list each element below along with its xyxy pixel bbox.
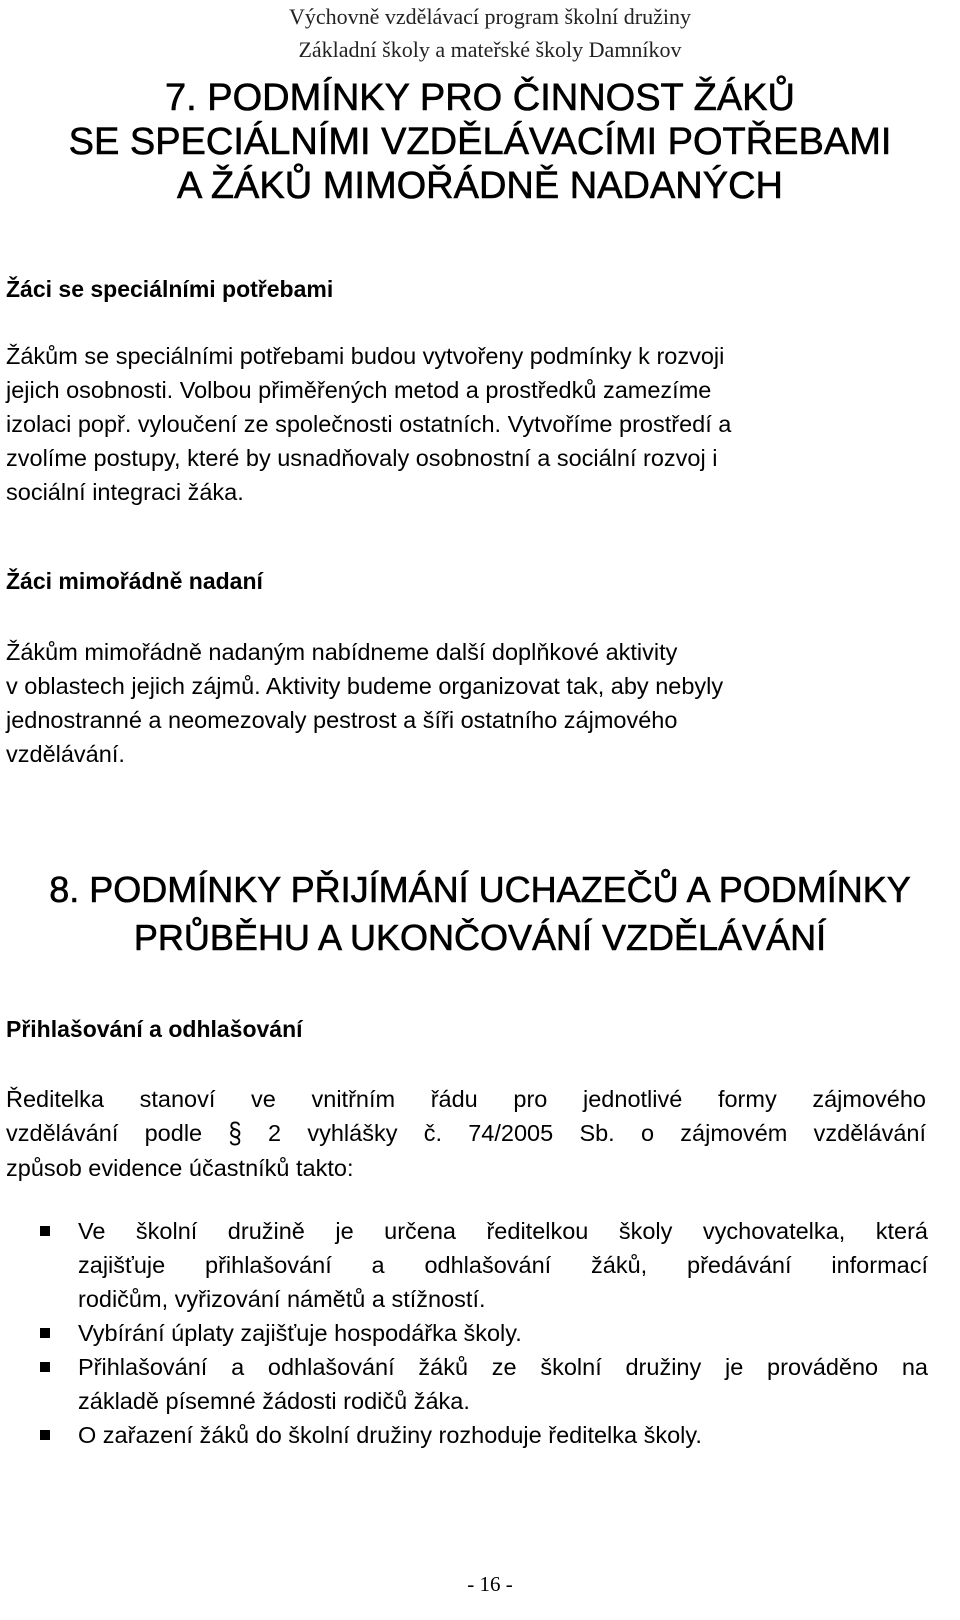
chapter-8-title-line: 8. PODMÍNKY PŘIJÍMÁNÍ UCHAZEČŮ A PODMÍNKY xyxy=(49,869,911,910)
paragraph-line: Žákům mimořádně nadaným nabídneme další doplňkové aktivity xyxy=(6,639,678,665)
list-item-line: Ve školní družině je určena ředitelkou školy vychovatelka, která xyxy=(78,1218,928,1244)
list-item-line: Vybírání úplaty zajišťuje hospodářka školy. xyxy=(78,1320,522,1346)
chapter-8-title xyxy=(0,866,960,962)
registration-heading: Přihlašování a odhlašování xyxy=(6,1016,303,1042)
paragraph-line: v oblastech jejich zájmů. Aktivity budeme organizovat tak, aby nebyly xyxy=(6,673,724,699)
paragraph-line: sociální integraci žáka. xyxy=(6,479,244,505)
paragraph-line: jednostranné a neomezovaly pestrost a šíři ostatního zájmového xyxy=(6,707,678,733)
paragraph-line: způsob evidence účastníků takto: xyxy=(6,1155,354,1181)
list-item xyxy=(40,1316,928,1350)
square-bullet-icon xyxy=(40,1226,50,1236)
paragraph-text: 2 vyhlášky č. 74/2005 Sb. o zájmovém vzdělávání xyxy=(268,1120,926,1146)
page-number: - 16 - xyxy=(467,1572,513,1596)
paragraph-text: vzdělávání podle xyxy=(6,1120,203,1146)
registration-bullet-list xyxy=(40,1214,928,1452)
list-item-line: O zařazení žáků do školní družiny rozhoduje ředitelka školy. xyxy=(78,1422,702,1448)
list-item xyxy=(40,1350,928,1418)
chapter-7-title-line: 7. PODMÍNKY PRO ČINNOST ŽÁKŮ xyxy=(165,77,795,119)
paragraph-line: Ředitelka stanoví ve vnitřním řádu pro jednotlivé formy zájmového xyxy=(6,1086,926,1112)
list-item-line: rodičům, vyřizování námětů a stížností. xyxy=(78,1286,486,1312)
square-bullet-icon xyxy=(40,1328,50,1338)
registration-paragraph xyxy=(6,1082,926,1185)
paragraph-line: Žákům se speciálními potřebami budou vytvořeny podmínky k rozvoji xyxy=(6,343,725,369)
special-needs-paragraph xyxy=(6,339,926,509)
paragraph-line: izolaci popř. vyloučení ze společnosti ostatních. Vytvoříme prostředí a xyxy=(6,411,732,437)
square-bullet-icon xyxy=(40,1362,50,1372)
gifted-heading: Žáci mimořádně nadaní xyxy=(6,568,263,594)
chapter-7-title-line: SE SPECIÁLNÍMI VZDĚLÁVACÍMI POTŘEBAMI xyxy=(68,121,892,163)
list-item-line: zajišťuje přihlašování a odhlašování žáků, předávání informací xyxy=(78,1252,928,1278)
square-bullet-icon xyxy=(40,1430,50,1440)
special-needs-heading: Žáci se speciálními potřebami xyxy=(6,276,334,302)
section-sign: § xyxy=(228,1116,242,1151)
chapter-7-title xyxy=(0,76,960,208)
page-header xyxy=(0,0,960,66)
header-program-title: Výchovně vzdělávací program školní družiny xyxy=(289,4,691,29)
paragraph-line: zvolíme postupy, které by usnadňovaly osobnostní a sociální rozvoj i xyxy=(6,445,718,471)
list-item xyxy=(40,1418,928,1452)
paragraph-line: vzdělávání. xyxy=(6,741,125,767)
list-item xyxy=(40,1214,928,1316)
list-item-line: Přihlašování a odhlašování žáků ze školní družiny je prováděno na xyxy=(78,1354,928,1380)
list-item-line: základě písemné žádosti rodičů žáka. xyxy=(78,1388,470,1414)
header-school-name: Základní školy a mateřské školy Damníkov xyxy=(298,37,682,62)
chapter-7-title-line: A ŽÁKŮ MIMOŘÁDNĚ NADANÝCH xyxy=(177,165,783,207)
paragraph-line: jejich osobnosti. Volbou přiměřených metod a prostředků zamezíme xyxy=(6,377,712,403)
paragraph-line xyxy=(6,1116,926,1151)
gifted-paragraph xyxy=(6,635,926,771)
chapter-8-title-line: PRŮBĚHU A UKONČOVÁNÍ VZDĚLÁVÁNÍ xyxy=(133,917,827,958)
